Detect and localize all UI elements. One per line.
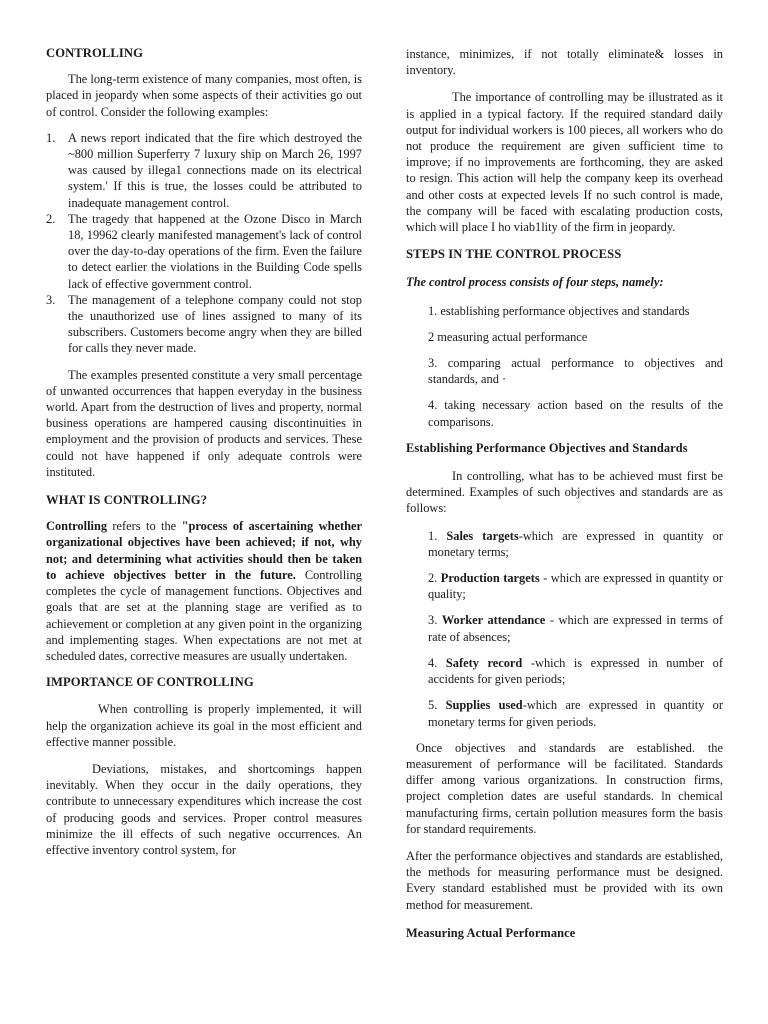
heading-importance: IMPORTANCE OF CONTROLLING — [46, 675, 254, 690]
heading-steps: STEPS IN THE CONTROL PROCESS — [406, 247, 622, 262]
list-number: 3. — [428, 613, 442, 628]
list-number: 5. — [428, 698, 446, 713]
definition-paragraph — [46, 518, 362, 664]
establishing-intro: In controlling, what has to be achieved must first be determined. Examples of such objectives and standards are as follows: — [406, 469, 723, 516]
list-number: 1. — [428, 528, 447, 543]
list-number: 1. — [46, 130, 56, 145]
importance-paragraph-1: When controlling is properly implemented, it will help the organization achieve its goal in the most efficient and effective manner possible. — [46, 702, 362, 749]
target-desc: -which are expressed in quantity or monetary terms; — [428, 528, 723, 559]
target-desc: - which are expressed in quantity or quality; — [428, 571, 724, 602]
list-item-text: The management of a telephone company could not stop the unauthorized use of lines assigned to many of its subscribers. Customers become angry when they are billed for calls they never made. — [68, 292, 362, 356]
target-term: Sales targets — [446, 528, 519, 543]
list-item — [428, 570, 723, 602]
established-paragraph-1: Once objectives and standards are established. the measurement of performance will be facilitated. Standards differ among various organizations. In construction firms, project completion dates are useful standards. ln chemical manufacturing firms, certain pollution measures form the basis for standard requirements. — [406, 740, 723, 836]
target-desc: - which are expressed in terms of rate of absences; — [428, 613, 723, 644]
heading-measuring: Measuring Actual Performance — [406, 925, 576, 940]
list-item — [428, 612, 723, 644]
list-item: 1. establishing performance objectives and standards — [428, 303, 690, 318]
list-number: 3. — [46, 292, 56, 307]
definition-refers: refers to the — [107, 519, 182, 534]
list-item — [46, 292, 362, 357]
definition-term: Controlling — [46, 519, 108, 534]
list-item: 2 measuring actual performance — [428, 329, 588, 344]
list-number: 2. — [46, 211, 56, 226]
list-item — [428, 528, 723, 560]
list-item-text: A news report indicated that the fire which destroyed the ~800 million Superferry 7 luxury ship on March 26, 1997 was caused by illega1 connections made on its electrical system.' If this is true, the losses could be attributed to inadequate management control. — [68, 130, 362, 210]
left-column — [46, 45, 362, 858]
list-item — [46, 130, 362, 211]
targets-list — [406, 528, 723, 730]
continued-paragraph: instance, minimizes, if not totally eliminate& losses in inventory. — [406, 47, 723, 78]
list-item-text: The tragedy that happened at the Ozone Disco in March 18, 19962 clearly manifested management's lack of control over the day-to-day operations of the firm. Even the failure to detect earlier the violations in the Building Code spells lack of effective government control. — [68, 211, 362, 291]
heading-establishing: Establishing Performance Objectives and Standards — [406, 440, 688, 455]
established-paragraph-2: After the performance objectives and standards are established, the methods for measuring performance must be designed. Every standard established must be provided with its own method for measurement. — [406, 848, 723, 912]
heading-what-is-controlling: WHAT IS CONTROLLING? — [46, 493, 208, 508]
target-term: Worker attendance — [441, 613, 546, 628]
target-desc: -which are expressed in quantity or monetary terms for given periods. — [428, 698, 723, 729]
heading-controlling: CONTROLLING — [46, 46, 143, 60]
target-term: Production targets — [440, 571, 540, 586]
list-item: 4. taking necessary action based on the results of the comparisons. — [428, 398, 723, 429]
examples-list — [46, 130, 362, 357]
list-number: 4. — [428, 655, 446, 670]
importance-paragraph-2: Deviations, mistakes, and shortcomings happen inevitably. When they occur in the daily operations, they contribute to unnecessary expenditures which increase the cost of producing goods and services. Proper control measures minimize the ill effects of such negative occurrences. An effective inventory control system, for — [46, 761, 362, 857]
definition-bold: "process of ascertaining whether organizational objectives have been achieved; if not, why not; and determining what activities should then be taken to achieve objectives better in the future. — [46, 519, 362, 582]
target-term: Safety record — [445, 655, 523, 670]
list-item — [428, 655, 723, 687]
list-item — [428, 697, 723, 729]
steps-list — [406, 303, 723, 430]
list-item — [46, 211, 362, 292]
intro-paragraph: The long-term existence of many companies, most often, is placed in jeopardy when some aspects of their activities go out of control. Consider the following examples: — [46, 72, 362, 119]
definition-rest: Controlling completes the cycle of management functions. Objectives and goals that are set at the planning stage are verified as to achievement or completion at any given point in the organizing and implementing stages. When expectations are not met at scheduled dates, corrective measures are usually undertaken. — [46, 567, 362, 663]
right-column — [406, 46, 723, 941]
importance-paragraph-3: The importance of controlling may be illustrated as it is applied in a typical factory. If the required standard daily output for individual workers is 100 pieces, all workers who do not produce the requirement are given sufficient time to improve; if no improvements are forthcoming, they are asked to resign. This action will help the company keep its overhead and other costs at expected levels If no such control is made, the company will be faced with escalating production costs, which will place I ho viab1lity of the firm in jeopardy. — [406, 90, 723, 235]
target-term: Supplies used — [445, 698, 523, 713]
examples-summary-paragraph: The examples presented constitute a very small percentage of unwanted occurrences that happen everyday in the business world. Apart from the destruction of lives and property, normal business operations are hampered causing discontinuities in employment and the provision of products and services. These could not have happened if only adequate controls were instituted. — [46, 367, 362, 479]
list-item: 3. comparing actual performance to objectives and standards, and · — [428, 356, 723, 387]
list-number: 2. — [428, 571, 441, 586]
steps-intro: The control process consists of four steps, namely: — [406, 275, 664, 290]
target-desc: -which is expressed in number of accidents for given periods; — [428, 655, 723, 687]
